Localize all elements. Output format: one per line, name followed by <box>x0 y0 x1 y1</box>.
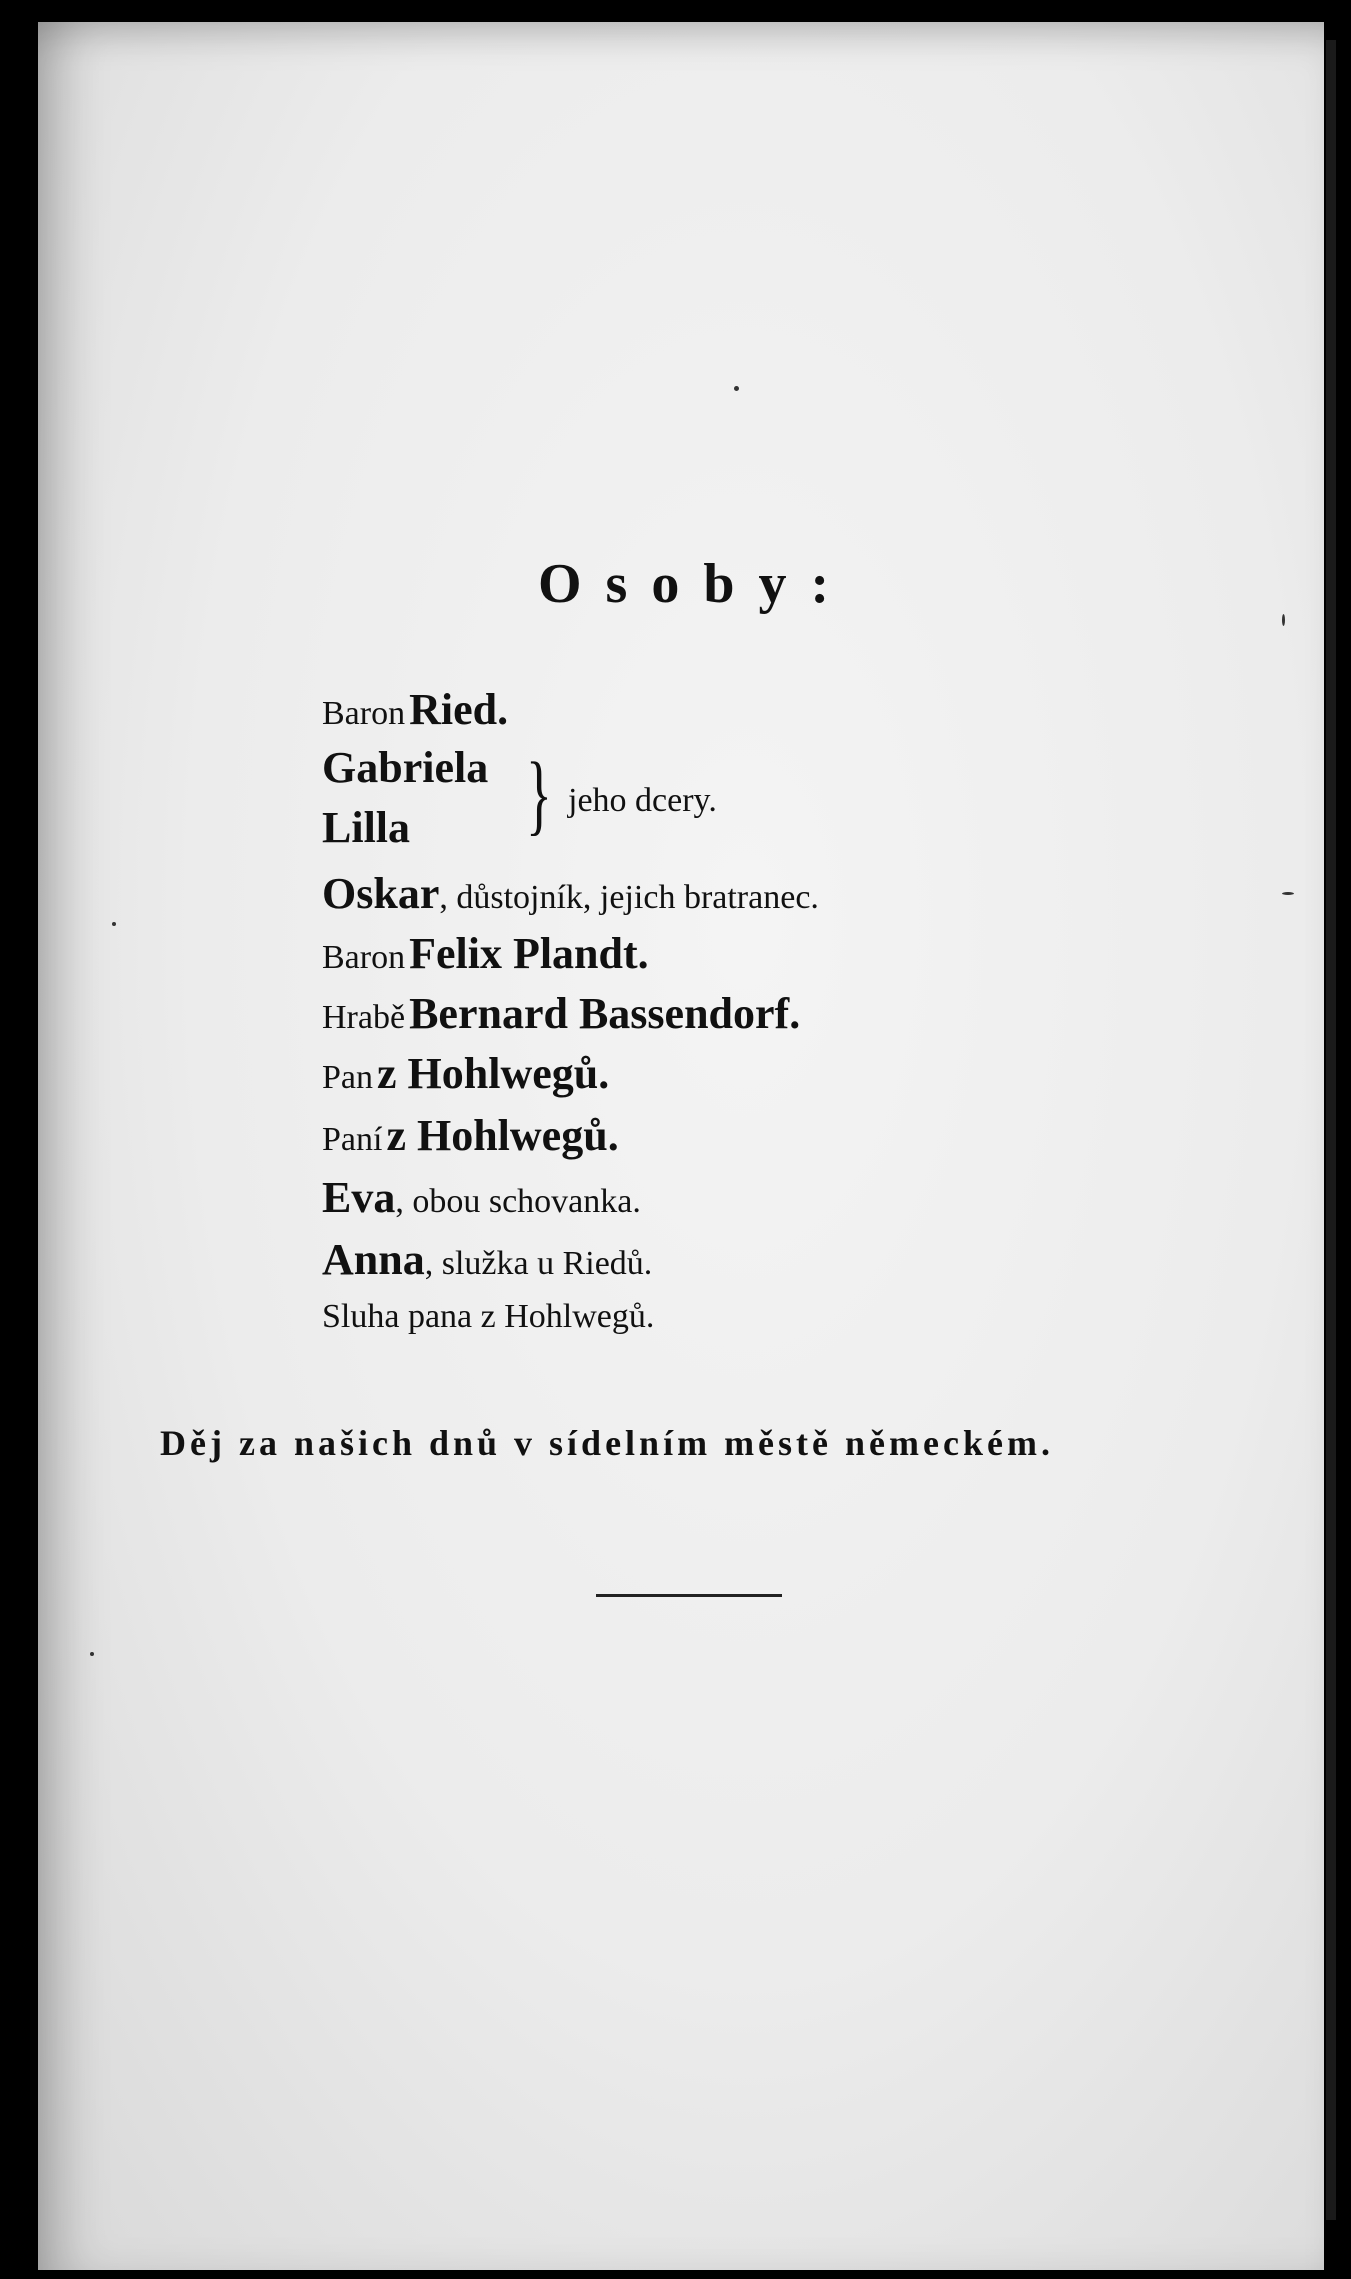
cast-suffix: . <box>645 1298 655 1335</box>
cast-entry-ried <box>322 684 508 735</box>
cast-prefix: Paní <box>322 1121 383 1158</box>
cast-name: Eva <box>322 1173 396 1222</box>
cast-name: Sluha pana z Hohlwegů <box>322 1298 646 1335</box>
cast-entry-pani-hohlweg <box>322 1110 619 1161</box>
daughters-description: jeho dcery. <box>568 782 717 819</box>
cast-name: Oskar <box>322 869 440 918</box>
ink-speck <box>112 922 116 926</box>
cast-name: Ried <box>409 685 498 734</box>
ink-speck <box>1282 892 1294 895</box>
cast-entry-oskar <box>322 868 819 919</box>
cast-name: z Hohlwegů <box>386 1111 608 1160</box>
page-edge-shadow <box>1326 40 1336 2220</box>
cast-name-lilla: Lilla <box>322 803 411 852</box>
brace-symbol: } <box>526 745 552 844</box>
ink-speck <box>1282 614 1285 626</box>
cast-name-gabriela: Gabriela <box>322 743 489 792</box>
cast-prefix: Baron <box>322 695 406 732</box>
cast-suffix: , důstojník, jejich bratranec. <box>439 879 819 916</box>
cast-suffix: . <box>789 989 801 1038</box>
cast-suffix: . <box>598 1049 610 1098</box>
cast-name: Felix Plandt <box>409 929 638 978</box>
cast-name: Bernard Bassendorf <box>409 989 790 1038</box>
cast-name: Anna <box>322 1235 425 1284</box>
cast-suffix: . <box>607 1111 619 1160</box>
cast-entry-eva <box>322 1172 641 1223</box>
cast-prefix: Pan <box>322 1059 373 1096</box>
cast-entry-bassendorf <box>322 988 800 1039</box>
divider-rule <box>596 1594 782 1597</box>
cast-entry-plandt <box>322 928 649 979</box>
cast-suffix: . <box>497 685 509 734</box>
cast-suffix: . <box>637 929 649 978</box>
ink-speck <box>734 386 739 391</box>
cast-suffix: , obou schovanka. <box>395 1183 641 1220</box>
cast-entry-sluha <box>322 1298 654 1336</box>
cast-name: z Hohlwegů <box>377 1049 599 1098</box>
cast-prefix: Hrabě <box>322 999 406 1036</box>
cast-suffix: , služka u Riedů. <box>424 1245 653 1282</box>
setting-line: Děj za našich dnů v sídelním městě německém. <box>160 1423 1054 1463</box>
cast-prefix: Baron <box>322 939 406 976</box>
cast-entry-pan-hohlweg <box>322 1048 609 1099</box>
book-page <box>38 22 1324 2270</box>
cast-entry-anna <box>322 1234 652 1285</box>
cast-entry-daughters <box>322 742 822 862</box>
page-title: Osoby: <box>538 553 854 615</box>
ink-speck <box>90 1652 94 1656</box>
